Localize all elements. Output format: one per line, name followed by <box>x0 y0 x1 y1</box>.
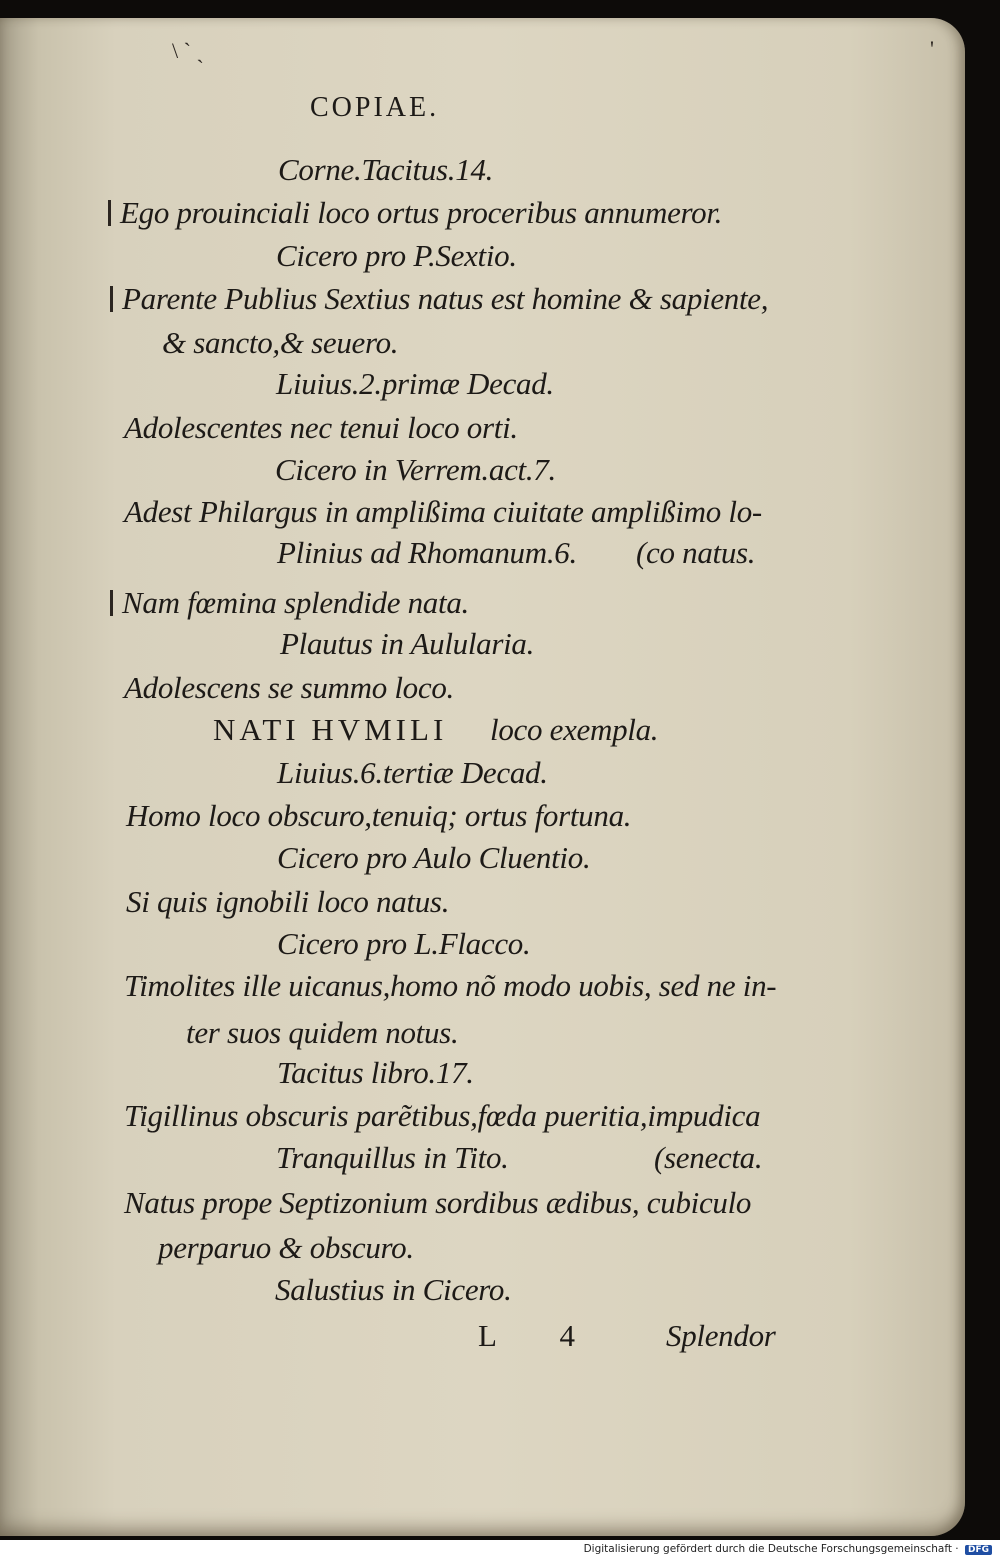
citation-line: Cicero pro P.Sextio. <box>276 238 517 273</box>
funding-credit: Digitalisierung gefördert durch die Deutsche Forschungsgemeinschaft · DFG <box>584 1543 992 1555</box>
text-line: (co natus. <box>636 535 756 570</box>
citation-line: Liuius.2.primæ Decad. <box>276 366 554 401</box>
text-line: Tigillinus obscuris parẽtibus,fœda pueritia,impudica <box>124 1098 761 1133</box>
citation-line: Tacitus libro.17. <box>277 1055 474 1090</box>
citation-line: Plautus in Aulularia. <box>280 626 535 661</box>
text-line: Adolescentes nec tenui loco orti. <box>124 410 518 445</box>
text-line: Adest Philargus in amplißima ciuitate amplißimo lo- <box>124 494 762 529</box>
catchword: Splendor <box>666 1318 776 1353</box>
citation-line: Salustius in Cicero. <box>275 1272 512 1307</box>
signature-mark: L 4 <box>478 1318 604 1353</box>
text-line: perparuo & obscuro. <box>158 1230 414 1265</box>
section-heading-tail: loco exempla. <box>490 712 659 747</box>
text-line: ter suos quidem notus. <box>186 1015 459 1050</box>
text-line: Ego prouinciali loco ortus proceribus annumeror. <box>120 195 723 230</box>
text-line: (senecta. <box>654 1140 763 1175</box>
margin-marker <box>110 286 113 312</box>
margin-marker <box>110 590 113 616</box>
text-line: Parente Publius Sextius natus est homine & sapiente, <box>122 281 769 316</box>
citation-line: Plinius ad Rhomanum.6. <box>277 535 577 570</box>
text-line: & sancto,& seuero. <box>162 325 399 360</box>
text-line: Homo loco obscuro,tenuiq; ortus fortuna. <box>126 798 632 833</box>
credit-text: Digitalisierung gefördert durch die Deutsche Forschungsgemeinschaft <box>583 1543 952 1555</box>
citation-line: Tranquillus in Tito. <box>276 1140 509 1175</box>
page-corner-mark: ' <box>930 36 934 61</box>
text-line: Si quis ignobili loco natus. <box>126 884 450 919</box>
citation-line: Corne.Tacitus.14. <box>278 152 494 187</box>
text-line: Nam fœmina splendide nata. <box>122 585 469 620</box>
dfg-logo: DFG <box>965 1545 992 1555</box>
citation-line: Cicero in Verrem.act.7. <box>275 452 556 487</box>
section-heading: NATI HVMILI <box>213 712 448 747</box>
text-line: Timolites ille uicanus,homo nõ modo uobis, sed ne in- <box>124 968 777 1003</box>
citation-line: Cicero pro Aulo Cluentio. <box>277 840 591 875</box>
margin-marker <box>108 200 111 226</box>
citation-line: Cicero pro L.Flacco. <box>277 926 531 961</box>
text-line: Natus prope Septizonium sordibus ædibus, cubiculo <box>124 1185 752 1220</box>
citation-line: Liuius.6.tertiæ Decad. <box>277 755 548 790</box>
text-line: Adolescens se summo loco. <box>124 670 454 705</box>
running-header: COPIAE. <box>310 92 440 123</box>
ink-mark: \ ` ˎ <box>172 38 204 63</box>
